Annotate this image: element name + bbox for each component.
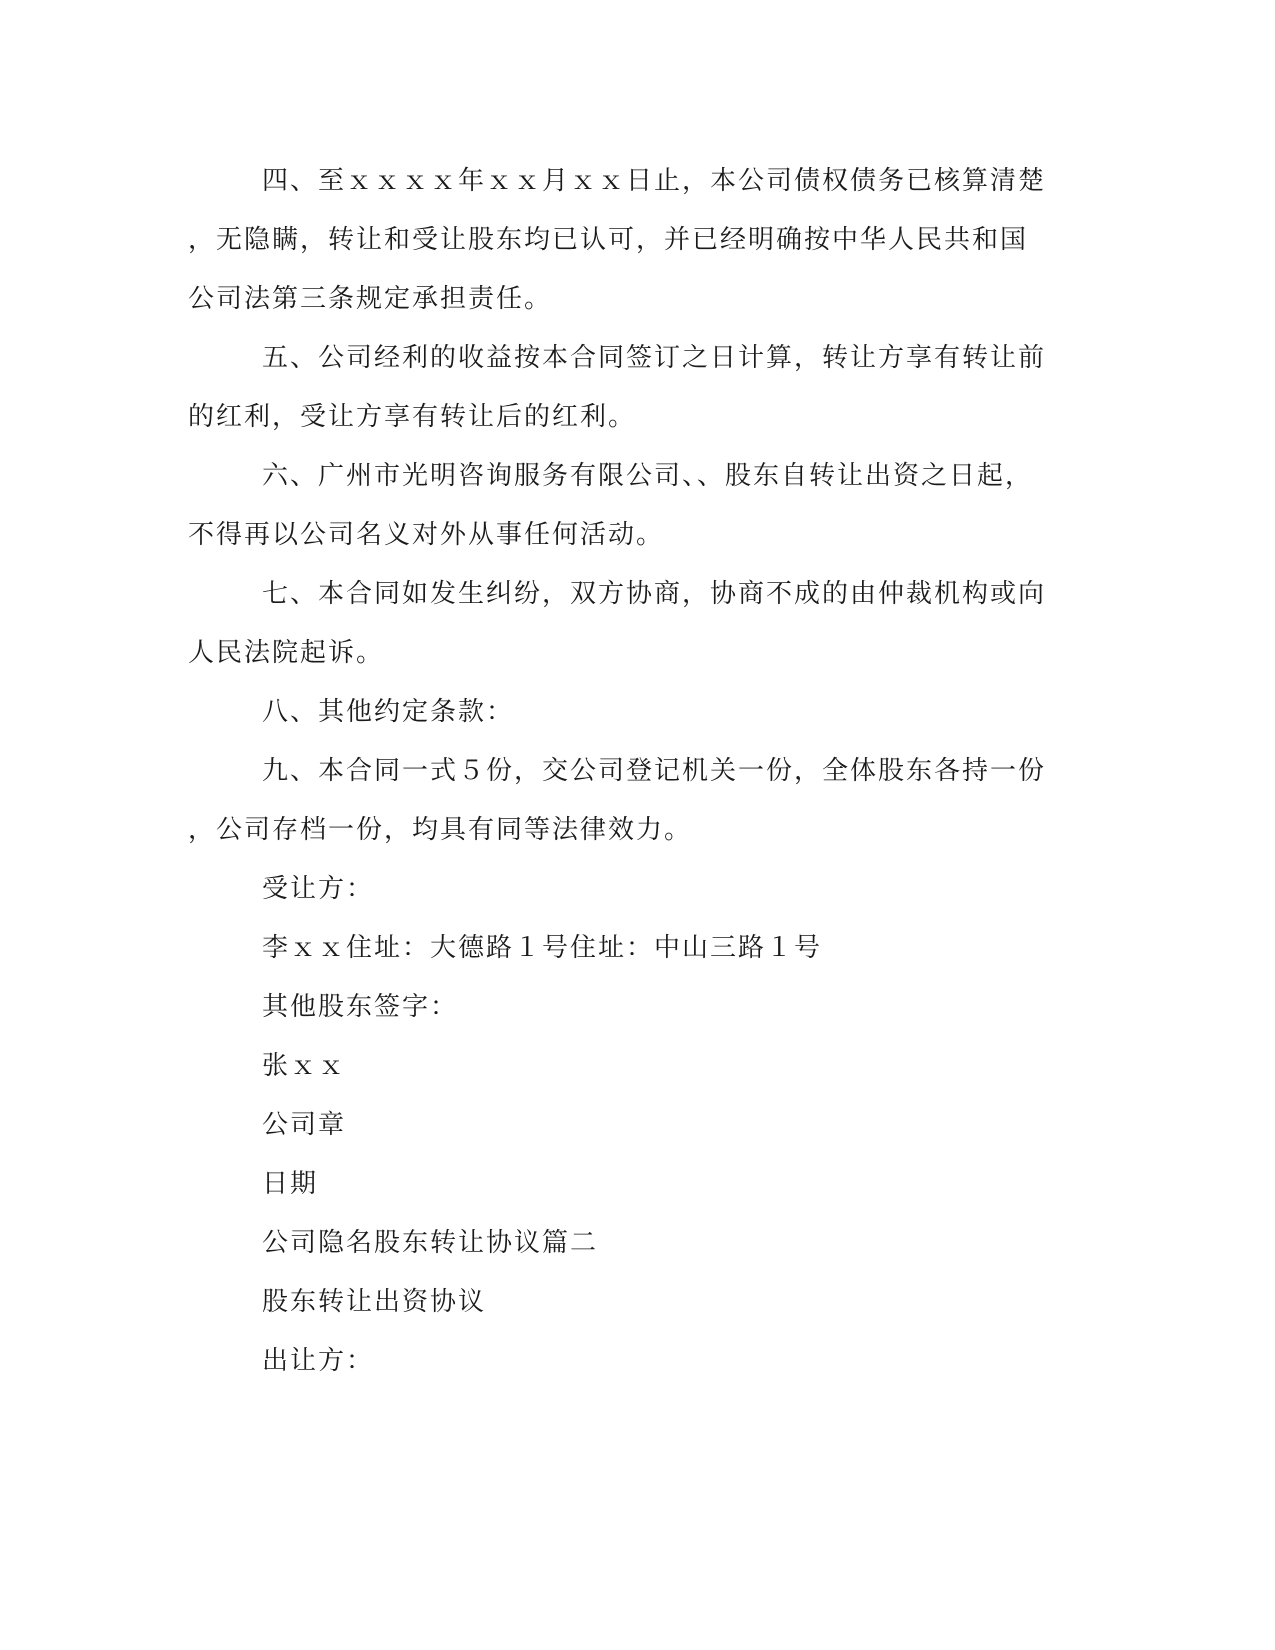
agreement-title: 股东转让出资协议 xyxy=(262,1287,487,1317)
clause-9-line-1: 九、本合同一式５份，交公司登记机关一份，全体股东各持一份 xyxy=(262,756,1047,786)
clause-5-line-2: 的红利，受让方享有转让后的红利。 xyxy=(188,402,637,432)
clause-7-line-2: 人民法院起诉。 xyxy=(188,638,385,668)
other-shareholders-label: 其他股东签字： xyxy=(262,992,459,1022)
clause-6-line-1: 六、广州市光明咨询服务有限公司、、股东自转让出资之日起， xyxy=(262,461,1034,491)
transferor-label: 出让方： xyxy=(262,1346,375,1376)
clause-9-line-2: ，公司存档一份，均具有同等法律效力。 xyxy=(188,815,693,845)
company-seal-label: 公司章 xyxy=(262,1110,347,1140)
clause-5-line-1: 五、公司经利的收益按本合同签订之日计算，转让方享有转让前 xyxy=(262,343,1047,373)
clause-4-line-1: 四、至ｘｘｘｘ年ｘｘ月ｘｘ日止，本公司债权债务已核算清楚 xyxy=(262,166,1047,196)
clause-8-line-1: 八、其他约定条款： xyxy=(262,697,515,727)
section-title: 公司隐名股东转让协议篇二 xyxy=(262,1228,599,1258)
clause-6-line-2: 不得再以公司名义对外从事任何活动。 xyxy=(188,520,665,550)
date-label: 日期 xyxy=(262,1169,319,1199)
clause-4-line-2: ，无隐瞒，转让和受让股东均已认可，并已经明确按中华人民共和国 xyxy=(188,225,1029,255)
transferee-label: 受让方： xyxy=(262,874,375,904)
clause-7-line-1: 七、本合同如发生纠纷，双方协商，协商不成的由仲裁机构或向 xyxy=(262,579,1047,609)
other-shareholder-name: 张ｘｘ xyxy=(262,1051,347,1081)
transferee-address-line: 李ｘｘ住址：大德路１号住址：中山三路１号 xyxy=(262,933,823,963)
clause-4-line-3: 公司法第三条规定承担责任。 xyxy=(188,284,553,314)
